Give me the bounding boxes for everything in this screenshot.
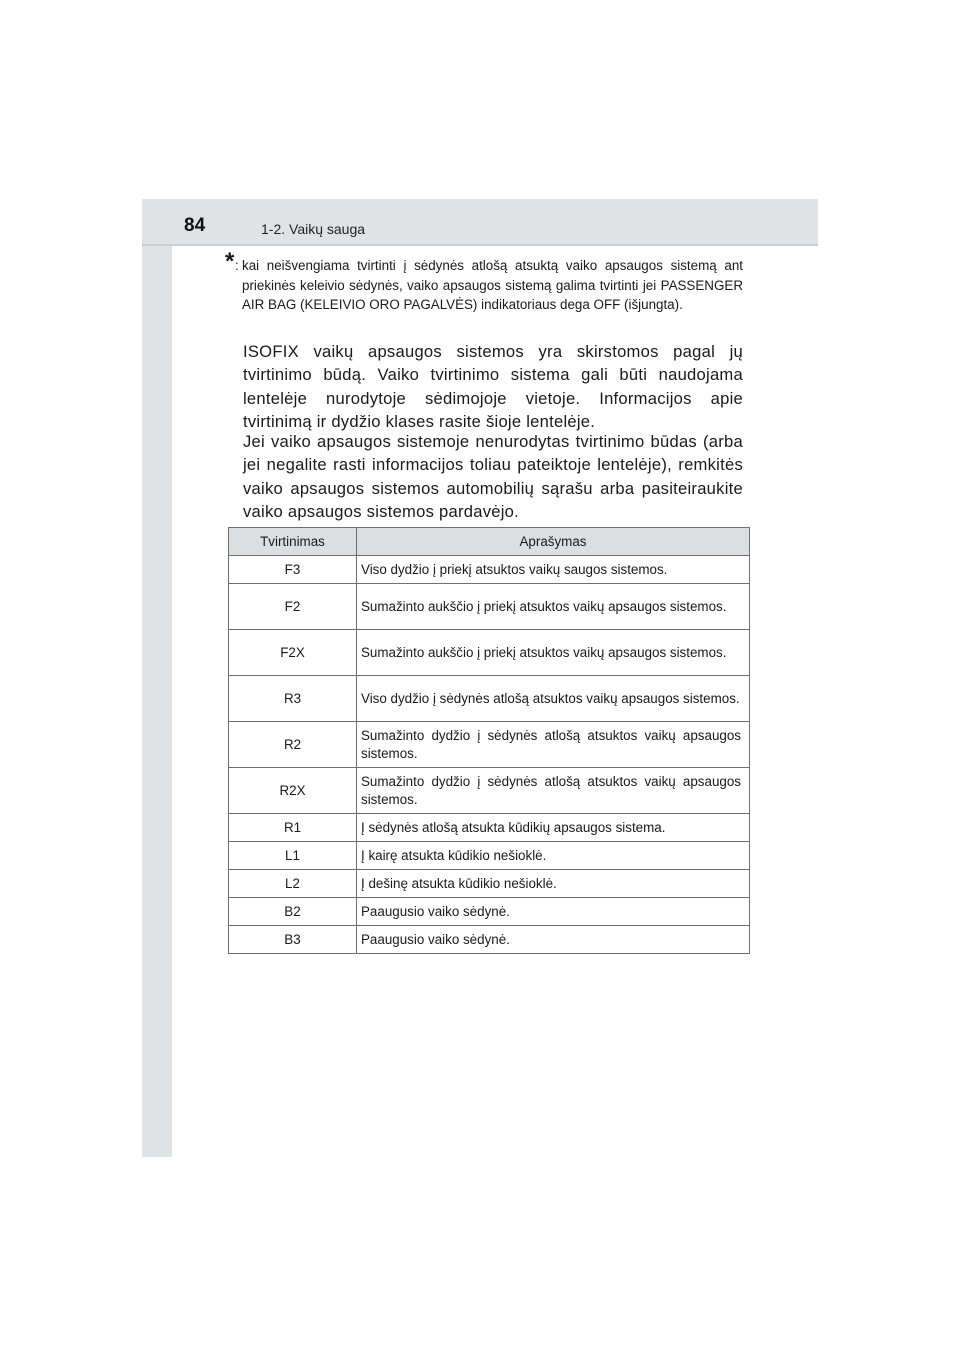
row-code: R2X: [229, 768, 357, 814]
row-code: F2X: [229, 630, 357, 676]
section-title: 1-2. Vaikų sauga: [261, 221, 366, 237]
row-description: Paaugusio vaiko sėdynė.: [357, 926, 750, 954]
row-code: L1: [229, 842, 357, 870]
row-code: R1: [229, 814, 357, 842]
row-description: Viso dydžio į priekį atsuktos vaikų saugos sistemos.: [357, 556, 750, 584]
paragraph-isofix: ISOFIX vaikų apsaugos sistemos yra skirstomos pagal jų tvirtinimo būdą. Vaiko tvirtinimo sistema gali būti naudojama lentelėje nurodytoje sėdimojoje vietoje. Informacijos apie tvirtinimą ir dydžio klases rasite šioje lentelėje.: [243, 342, 743, 431]
table-row: [229, 814, 750, 842]
row-code: B2: [229, 898, 357, 926]
table-row: [229, 630, 750, 676]
fixing-table: [228, 527, 750, 954]
row-description: Sumažinto dydžio į sėdynės atlošą atsuktos vaikų apsaugos sistemos.: [357, 768, 750, 814]
paragraph-fallback: Jei vaiko apsaugos sistemoje nenurodytas tvirtinimo būdas (arba jei negalite rasti informacijos toliau pateiktoje lentelėje), remkitės vaiko apsaugos sistemos automobilių sąrašu arba pasiteiraukite vaiko apsaugos sistemos pardavėjo.: [243, 432, 743, 521]
row-description: Į kairę atsukta kūdikio nešioklė.: [357, 842, 750, 870]
row-description: Sumažinto aukščio į priekį atsuktos vaikų apsaugos sistemos.: [357, 584, 750, 630]
table-row: [229, 768, 750, 814]
row-description: Sumažinto dydžio į sėdynės atlošą atsuktos vaikų apsaugos sistemos.: [357, 722, 750, 768]
row-code: L2: [229, 870, 357, 898]
table-row: [229, 556, 750, 584]
footnote: [225, 248, 743, 315]
side-bar: [142, 199, 172, 1157]
row-code: F2: [229, 584, 357, 630]
row-description: Į dešinę atsukta kūdikio nešioklė.: [357, 870, 750, 898]
header-rule: [142, 244, 818, 246]
row-code: F3: [229, 556, 357, 584]
row-code: R2: [229, 722, 357, 768]
table-row: [229, 676, 750, 722]
table-row: [229, 722, 750, 768]
row-code: B3: [229, 926, 357, 954]
row-description: Viso dydžio į sėdynės atlošą atsuktos vaikų apsaugos sistemos.: [357, 676, 750, 722]
table-row: [229, 584, 750, 630]
table-row: [229, 926, 750, 954]
footnote-mark: *: [225, 248, 235, 275]
table-row: [229, 870, 750, 898]
table-header-fixing: Tvirtinimas: [229, 528, 357, 556]
table-header-description: Aprašymas: [357, 528, 750, 556]
footnote-colon: :: [235, 258, 239, 273]
footnote-text: kai neišvengiama tvirtinti į sėdynės atlošą atsuktą vaiko apsaugos sistemą ant priekinės keleivio sėdynės, vaiko apsaugos sistemą galima tvirtinti jei PASSENGER AIR BAG (KELEIVIO ORO PAGALVĖS) indikatoriaus dega OFF (išjungta).: [242, 258, 743, 312]
row-description: Paaugusio vaiko sėdynė.: [357, 898, 750, 926]
row-description: Sumažinto aukščio į priekį atsuktos vaikų apsaugos sistemos.: [357, 630, 750, 676]
page-number: 84: [184, 215, 206, 236]
header-band: [142, 199, 818, 244]
row-code: R3: [229, 676, 357, 722]
row-description: Į sėdynės atlošą atsukta kūdikių apsaugos sistema.: [357, 814, 750, 842]
table-row: [229, 842, 750, 870]
table-row: [229, 898, 750, 926]
